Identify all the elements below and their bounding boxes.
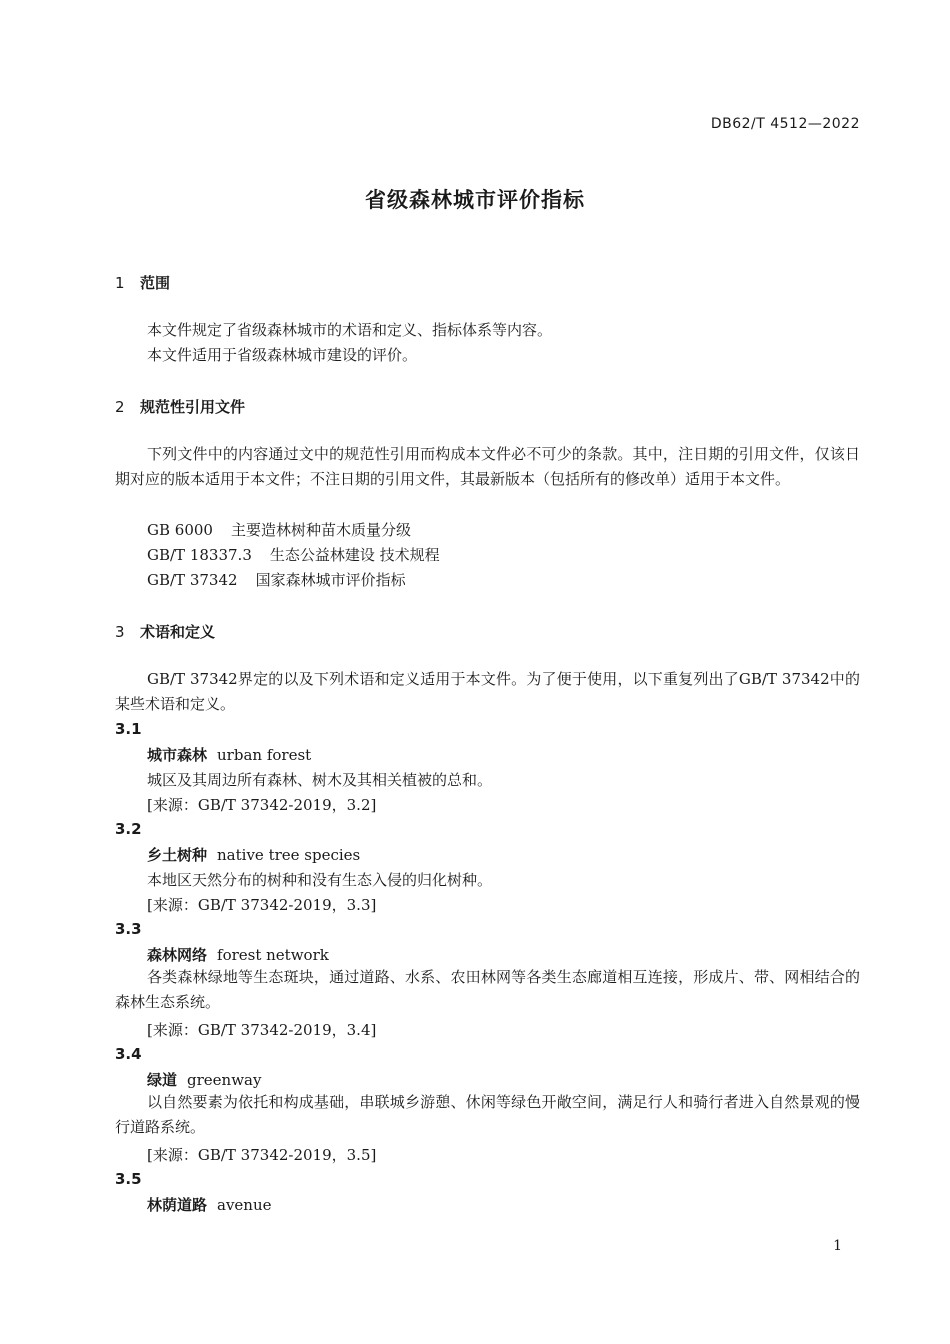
term-source: [来源：GB/T 37342-2019，3.2] [147,796,377,814]
section-title: 范围 [140,274,171,292]
term-name: 乡土树种 [147,846,208,864]
section-number: 1 [115,274,125,292]
term-heading [147,945,329,965]
term-name: 林荫道路 [147,1196,208,1214]
section-title: 术语和定义 [140,623,216,641]
term-definition: 城区及其周边所有森林、树木及其相关植被的总和。 [147,771,493,789]
term-heading [147,745,311,765]
term-definition: 本地区天然分布的树种和没有生态入侵的归化树种。 [147,871,493,889]
term-number: 3.1 [115,720,142,738]
section-2-heading [115,396,245,417]
normative-references-intro: 下列文件中的内容通过文中的规范性引用而构成本文件必不可少的条款。其中，注日期的引用文件，仅该日期对应的版本适用于本文件；不注日期的引用文件，其最新版本（包括所有的修改单）适用于本文件。 [115,445,860,488]
standard-code: DB62/T 4512—2022 [710,116,860,132]
term-number: 3.5 [115,1170,142,1188]
reference-item [147,545,440,565]
section-number: 3 [115,623,125,641]
term-english: urban forest [217,746,312,764]
term-name: 森林网络 [147,946,208,964]
reference-code: GB/T 18337.3 [147,546,252,564]
terms-intro: GB/T 37342界定的以及下列术语和定义适用于本文件。为了便于使用，以下重复列出了GB/T 37342中的某些术语和定义。 [115,670,860,713]
term-number: 3.3 [115,920,142,938]
reference-title: 主要造林树种苗木质量分级 [230,521,411,539]
term-source: [来源：GB/T 37342-2019，3.4] [147,1021,377,1039]
reference-item [147,570,406,590]
section-title: 规范性引用文件 [140,398,246,416]
section-number: 2 [115,398,125,416]
term-english: native tree species [217,846,361,864]
reference-title: 国家森林城市评价指标 [255,571,406,589]
page-number: 1 [833,1238,842,1254]
term-source: [来源：GB/T 37342-2019，3.5] [147,1146,377,1164]
document-title: 省级森林城市评价指标 [365,188,585,212]
term-definition: 各类森林绿地等生态斑块，通过道路、水系、农田林网等各类生态廊道相互连接，形成片、带、网相结合的森林生态系统。 [115,968,860,1011]
scope-line-2: 本文件适用于省级森林城市建设的评价。 [147,346,418,364]
term-name: 绿道 [147,1071,178,1089]
reference-title: 生态公益林建设 技术规程 [269,546,440,564]
term-definition: 以自然要素为依托和构成基础，串联城乡游憩、休闲等绿色开敞空间，满足行人和骑行者进入自然景观的慢行道路系统。 [115,1093,860,1136]
term-heading [147,1070,261,1090]
section-3-heading [115,621,215,642]
term-number: 3.2 [115,820,142,838]
term-heading [147,845,360,865]
term-english: avenue [217,1196,272,1214]
term-name: 城市森林 [147,746,208,764]
term-english: forest network [217,946,329,964]
term-source: [来源：GB/T 37342-2019，3.3] [147,896,377,914]
term-number: 3.4 [115,1045,142,1063]
term-heading [147,1195,272,1215]
section-1-heading [115,272,170,293]
term-english: greenway [187,1071,262,1089]
reference-code: GB/T 37342 [147,571,238,589]
reference-item [147,520,411,540]
scope-line-1: 本文件规定了省级森林城市的术语和定义、指标体系等内容。 [147,321,553,339]
reference-code: GB 6000 [147,521,213,539]
